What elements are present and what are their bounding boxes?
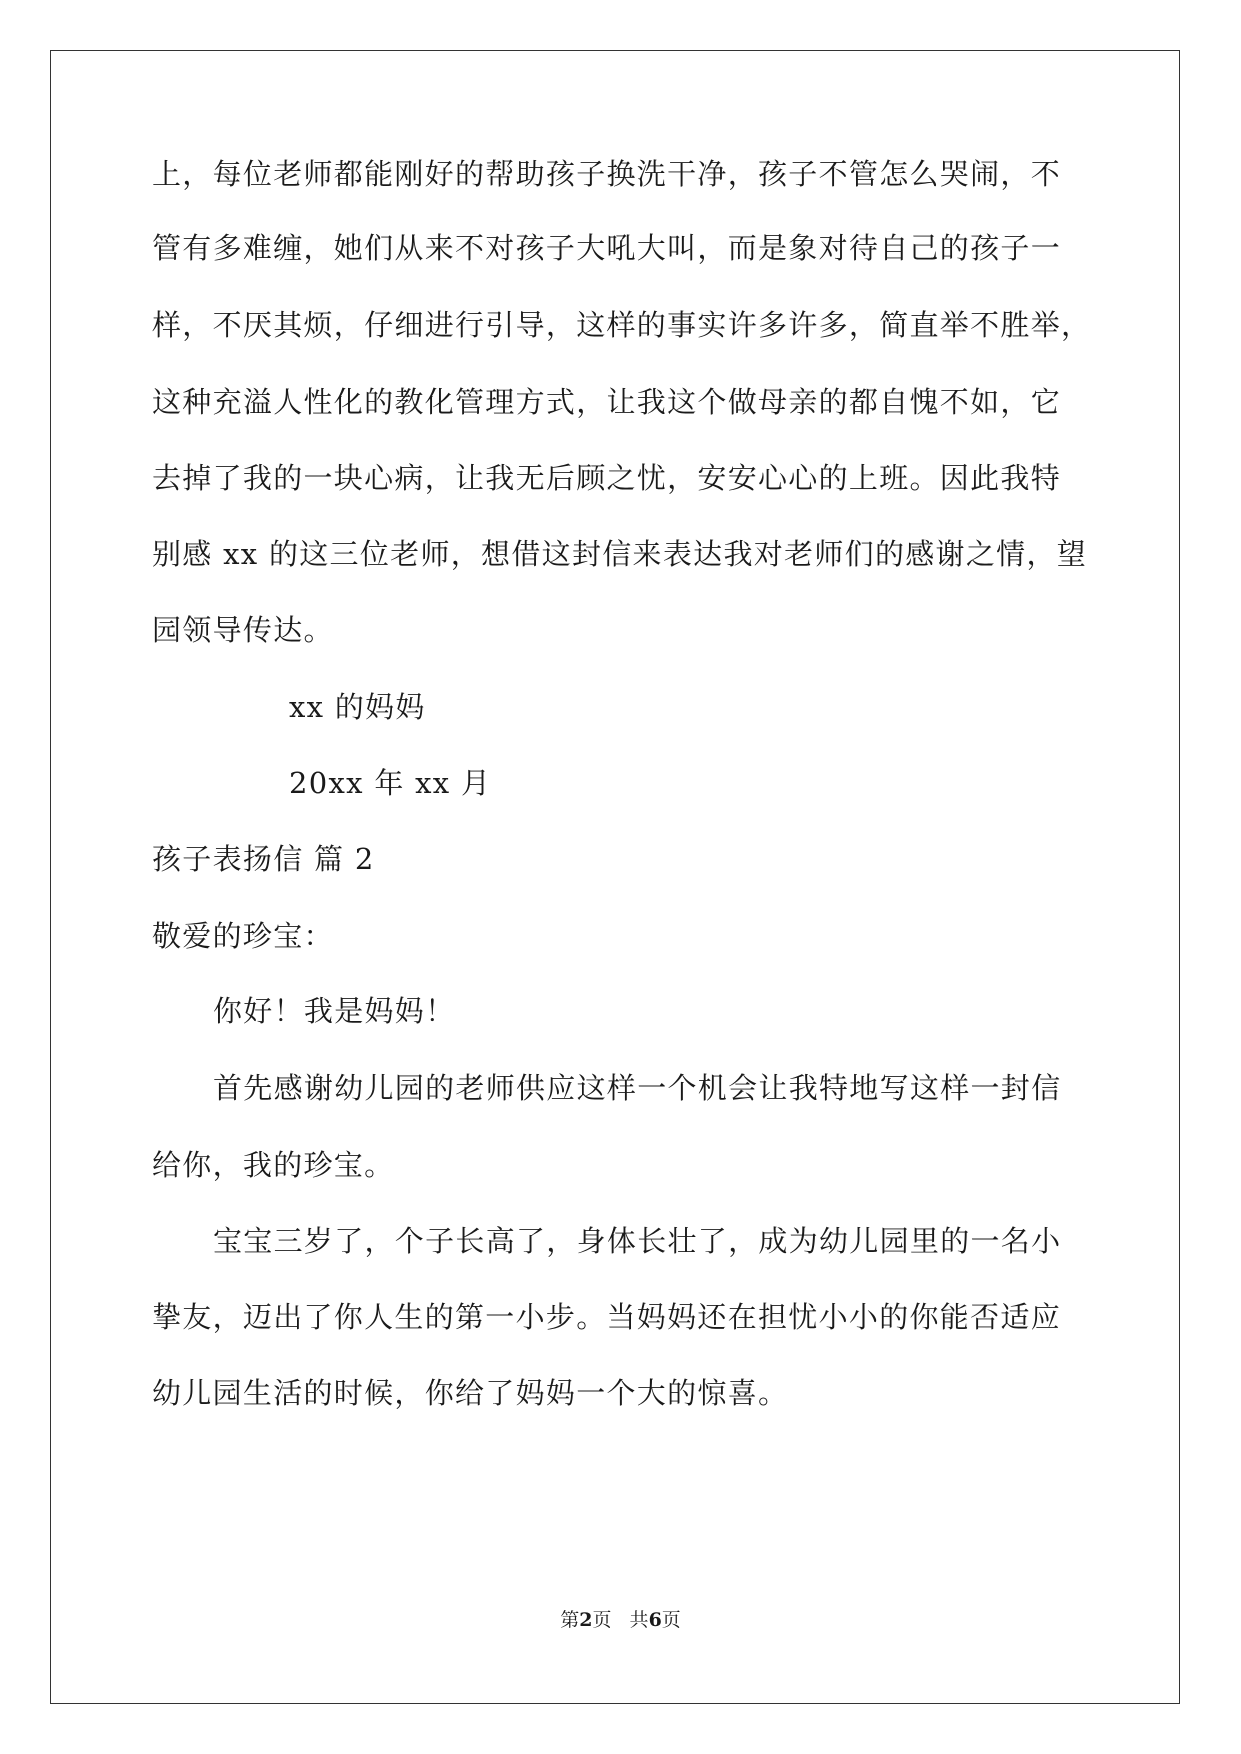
body-line: 园领导传达。 [152,613,334,647]
footer-current-page: 2 [579,1609,593,1631]
footer-total-pages: 6 [648,1609,662,1631]
section-heading: 孩子表扬信 篇 2 [152,842,375,876]
body-line: 给你，我的珍宝。 [152,1148,395,1182]
body-line: 管有多难缠，她们从来不对孩子大吼大叫，而是象对待自己的孩子一 [152,231,1062,265]
body-line: 这种充溢人性化的教化管理方式，让我这个做母亲的都自愧不如，它 [152,385,1062,419]
body-line: 别感 xx 的这三位老师，想借这封信来表达我对老师们的感谢之情，望 [152,537,1088,571]
salutation: 敬爱的珍宝： [152,919,334,953]
signature-date: 20xx 年 xx 月 [289,766,492,800]
footer-middle: 页 共 [592,1609,649,1631]
footer-suffix: 页 [661,1609,681,1631]
body-line: 上，每位老师都能刚好的帮助孩子换洗干净，孩子不管怎么哭闹，不 [152,157,1062,191]
signature-name: xx 的妈妈 [289,690,426,724]
page-footer [0,1608,1241,1632]
greeting-line: 你好！我是妈妈！ [213,994,456,1028]
body-line: 样，不厌其烦，仔细进行引导，这样的事实许多许多，简直举不胜举， [152,308,1092,342]
body-line: 去掉了我的一块心病，让我无后顾之忧，安安心心的上班。因此我特 [152,461,1062,495]
body-line: 挚友，迈出了你人生的第一小步。当妈妈还在担忧小小的你能否适应 [152,1300,1062,1334]
body-line: 宝宝三岁了，个子长高了，身体长壮了，成为幼儿园里的一名小 [213,1224,1062,1258]
body-line: 首先感谢幼儿园的老师供应这样一个机会让我特地写这样一封信 [213,1071,1062,1105]
body-line: 幼儿园生活的时候，你给了妈妈一个大的惊喜。 [152,1376,789,1410]
footer-prefix: 第 [560,1609,580,1631]
